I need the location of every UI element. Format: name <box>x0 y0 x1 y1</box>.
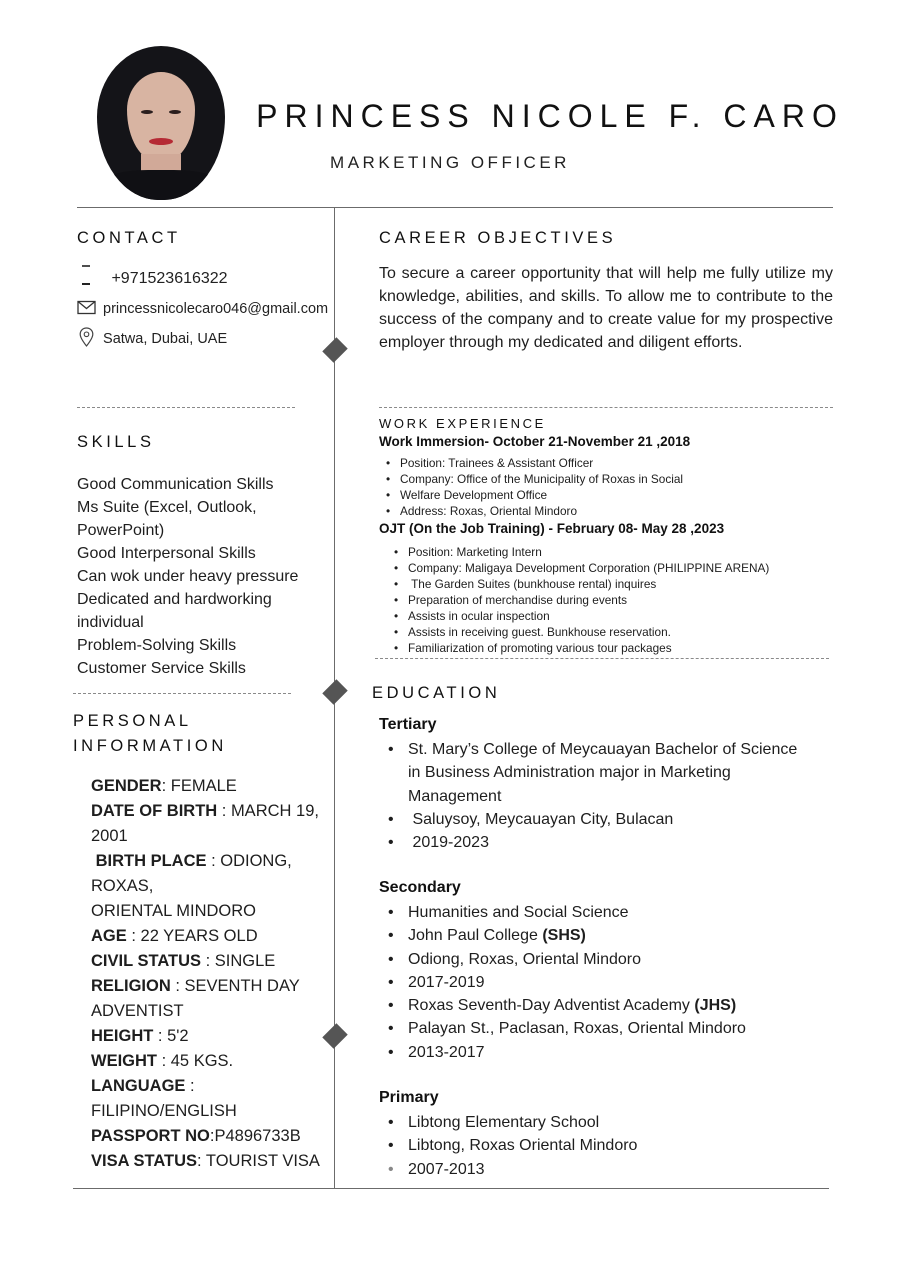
religion-label: RELIGION <box>91 977 171 995</box>
shs-address: • Odiong, Roxas, Oriental Mindoro <box>379 948 839 971</box>
dob-row <box>91 799 336 824</box>
secondary-list <box>379 901 839 1064</box>
skills-heading: SKILLS <box>77 433 155 451</box>
phone-icon <box>78 265 92 292</box>
language-row <box>91 1074 336 1099</box>
photo-lips <box>149 138 173 145</box>
language-value: : <box>185 1077 195 1095</box>
photo-face <box>127 72 195 162</box>
primary-list <box>379 1111 839 1181</box>
photo-coat <box>97 170 225 200</box>
skills-list <box>77 473 327 680</box>
language-row-cont: FILIPINO/ENGLISH <box>91 1102 237 1120</box>
career-objectives-heading: CAREER OBJECTIVES <box>379 229 617 247</box>
secondary-strand: • Humanities and Social Science <box>379 901 839 924</box>
photo-eye-right <box>169 110 181 114</box>
tertiary-line1: St. Mary’s College of Meycauayan Bachelor of Science <box>408 741 798 758</box>
ojt-item: • Position: Marketing Intern <box>388 544 828 560</box>
contact-email-row <box>77 300 328 319</box>
visa-row <box>91 1149 336 1174</box>
passport-label: PASSPORT NO <box>91 1127 210 1145</box>
personal-info-list <box>91 774 336 1174</box>
ojt-item: • Familiarization of promoting various tour packages <box>388 640 828 656</box>
height-row <box>91 1024 336 1049</box>
tertiary-address: • Saluysoy, Meycauayan City, Bulacan <box>379 808 839 831</box>
birthplace-row <box>91 849 336 874</box>
primary-heading: Primary <box>379 1089 439 1106</box>
visa-label: VISA STATUS <box>91 1152 198 1170</box>
skill-item: Good Interpersonal Skills <box>77 545 256 562</box>
skill-item: Dedicated and hardworking <box>77 591 272 608</box>
skill-item: Good Communication Skills <box>77 476 274 493</box>
ojt-title: OJT (On the Job Training) - February 08- May 28 ,2023 <box>379 521 725 536</box>
shs-school-row <box>379 924 839 947</box>
mail-icon <box>77 300 96 319</box>
tertiary-list <box>379 738 839 854</box>
contact-email[interactable]: princessnicolecaro046@gmail.com <box>103 301 329 318</box>
work-divider <box>375 658 829 659</box>
footer-divider <box>73 1188 829 1189</box>
weight-row <box>91 1049 336 1074</box>
contact-phone-row <box>78 265 228 292</box>
career-objectives-text: To secure a career opportunity that will help me fully utilize my knowledge, abilities, and skills. To allow me to contribute to the success of the company and to create value for my prospective employer through my dedicated and diligent efforts. <box>379 265 833 351</box>
work-item-cont <box>380 487 800 503</box>
ojt-item: • Assists in ocular inspection <box>388 608 828 624</box>
dob-row-cont: 2001 <box>91 827 128 845</box>
objectives-divider <box>379 407 833 408</box>
skill-item: PowerPoint) <box>77 522 165 539</box>
shs-school: John Paul College <box>408 927 543 945</box>
photo-eye-left <box>141 110 153 114</box>
primary-item: • Libtong, Roxas Oriental Mindoro <box>379 1134 839 1157</box>
skill-item: Ms Suite (Excel, Outlook, <box>77 499 257 516</box>
gender-row <box>91 774 336 799</box>
birthplace-row-cont: ROXAS, <box>91 877 154 895</box>
skill-item: Problem-Solving Skills <box>77 637 237 654</box>
height-label: HEIGHT <box>91 1027 154 1045</box>
primary-item: • 2007-2013 <box>379 1158 839 1181</box>
skills-divider <box>73 693 291 694</box>
shs-tag: (SHS) <box>542 927 586 945</box>
candidate-name: PRINCESS NICOLE F. CARO <box>256 98 844 134</box>
jhs-years: • 2013-2017 <box>379 1041 839 1064</box>
ojt-item: • Assists in receiving guest. Bunkhouse reservation. <box>388 624 828 640</box>
ojt-item: • Company: Maligaya Development Corporation (PHILIPPINE ARENA) <box>388 560 828 576</box>
work-item-cont-text: Welfare Development Office <box>400 488 548 502</box>
location-pin-icon <box>79 327 94 351</box>
work-immersion-list <box>380 455 800 519</box>
skill-item: Customer Service Skills <box>77 660 246 677</box>
dob-label: DATE OF BIRTH <box>91 802 218 820</box>
jhs-school-row <box>379 994 839 1017</box>
age-row <box>91 924 336 949</box>
height-value: : 5'2 <box>153 1027 189 1045</box>
visa-value: : TOURIST VISA <box>197 1152 320 1170</box>
ojt-item: • Preparation of merchandise during events <box>388 592 828 608</box>
age-value: : 22 YEARS OLD <box>126 927 258 945</box>
age-label: AGE <box>91 927 127 945</box>
ojt-item: • The Garden Suites (bunkhouse rental) inquires <box>388 576 828 592</box>
tertiary-heading: Tertiary <box>379 716 437 733</box>
passport-row <box>91 1124 336 1149</box>
jhs-tag: (JHS) <box>694 997 737 1015</box>
ojt-list <box>388 544 828 656</box>
contact-phone[interactable]: +971523616322 <box>111 269 228 287</box>
work-item: • Position: Trainees & Assistant Officer <box>380 455 800 471</box>
divider-diamond-1 <box>322 337 347 362</box>
religion-value: : SEVENTH DAY <box>170 977 300 995</box>
tertiary-line3: Management <box>408 787 502 805</box>
passport-value: :P4896733B <box>209 1127 301 1145</box>
civil-status-label: CIVIL STATUS <box>91 952 202 970</box>
dob-value: : MARCH 19, <box>217 802 319 820</box>
personal-info-heading <box>73 709 227 759</box>
tertiary-school <box>379 738 839 808</box>
tertiary-years: • 2019-2023 <box>379 831 839 854</box>
education-heading: EDUCATION <box>372 684 501 702</box>
personal-heading-line2: INFORMATION <box>73 737 227 755</box>
skill-item: individual <box>77 614 144 631</box>
work-experience-heading: WORK EXPERIENCE <box>379 416 546 431</box>
language-label: LANGUAGE <box>91 1077 186 1095</box>
civil-status-row <box>91 949 336 974</box>
contact-heading: CONTACT <box>77 229 181 247</box>
jhs-school: Roxas Seventh-Day Adventist Academy <box>408 997 695 1015</box>
weight-label: WEIGHT <box>91 1052 157 1070</box>
divider-diamond-2 <box>322 679 347 704</box>
primary-item: • Libtong Elementary School <box>379 1111 839 1134</box>
personal-heading-line1: PERSONAL <box>73 712 192 730</box>
jhs-address: • Palayan St., Paclasan, Roxas, Oriental Mindoro <box>379 1017 839 1040</box>
skill-item: Can wok under heavy pressure <box>77 568 299 585</box>
shs-years: • 2017-2019 <box>379 971 839 994</box>
contact-divider <box>77 407 295 408</box>
contact-address-row <box>79 327 227 351</box>
birthplace-row-cont2: ORIENTAL MINDORO <box>91 902 257 920</box>
contact-address: Satwa, Dubai, UAE <box>103 330 228 347</box>
civil-status-value: : SINGLE <box>201 952 276 970</box>
job-title: MARKETING OFFICER <box>330 153 570 172</box>
tertiary-line2: in Business Administration major in Marketing <box>408 764 731 782</box>
gender-label: GENDER <box>91 777 162 795</box>
religion-row <box>91 974 336 999</box>
birthplace-label: BIRTH PLACE <box>91 852 207 870</box>
weight-value: : 45 KGS. <box>157 1052 234 1070</box>
birthplace-value: : ODIONG, <box>206 852 292 870</box>
work-immersion-title: Work Immersion- October 21-November 21 ,2018 <box>379 434 691 449</box>
profile-photo <box>97 46 225 200</box>
header-divider <box>77 207 833 208</box>
work-item: • Company: Office of the Municipality of Roxas in Social <box>380 471 800 487</box>
gender-value: : FEMALE <box>161 777 237 795</box>
work-item: • Address: Roxas, Oriental Mindoro <box>380 503 800 519</box>
secondary-heading: Secondary <box>379 879 461 896</box>
religion-row-cont: ADVENTIST <box>91 1002 184 1020</box>
